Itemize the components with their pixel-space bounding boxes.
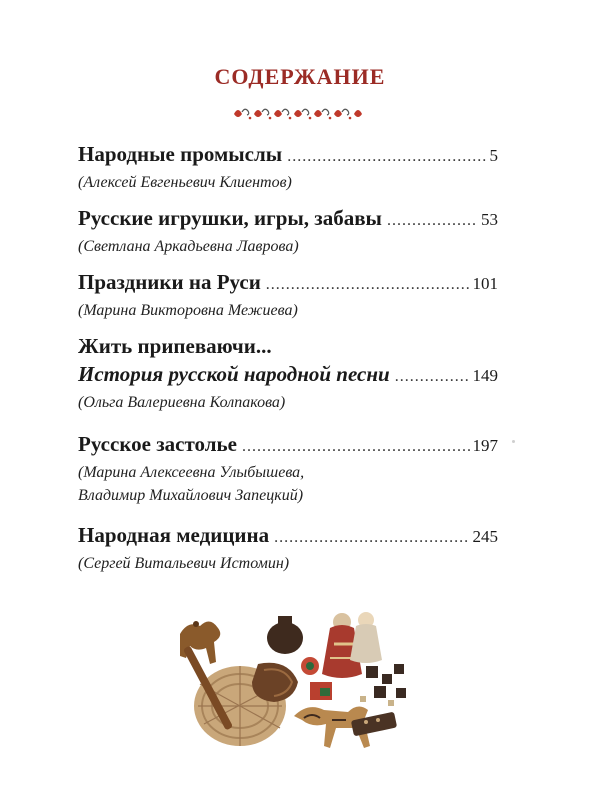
leader-dots: [287, 143, 486, 171]
toc-entry[interactable]: [78, 204, 498, 258]
page-number[interactable]: 53: [481, 210, 498, 229]
entry-title[interactable]: Народная медицина: [78, 523, 270, 547]
entry-author: (Сергей Витальевич Истомин): [78, 555, 290, 572]
entry-title-line1[interactable]: Жить припеваючи...: [78, 334, 272, 358]
entry-author: (Марина Алексеевна Улыбышева,: [78, 464, 305, 481]
entry-title[interactable]: Русские игрушки, игры, забавы: [78, 206, 382, 230]
entry-author: (Светлана Аркадьевна Лаврова): [78, 238, 299, 255]
page-number[interactable]: 5: [489, 146, 498, 165]
entry-author: Владимир Михайлович Запецкий): [78, 487, 304, 504]
toc-entry[interactable]: [78, 430, 498, 507]
page-number[interactable]: 245: [472, 527, 498, 546]
toc-entry[interactable]: [78, 268, 498, 322]
page-number[interactable]: 101: [472, 274, 498, 293]
entry-title[interactable]: Праздники на Руси: [78, 270, 261, 294]
entry-title-line2[interactable]: История русской народной песни: [78, 362, 390, 386]
leader-dots: [266, 271, 470, 299]
entry-author: (Ольга Валериевна Колпакова): [78, 394, 286, 411]
entry-author: (Марина Викторовна Межиева): [78, 302, 298, 319]
entry-title[interactable]: Народные промыслы: [78, 142, 283, 166]
leader-dots: [395, 363, 470, 391]
folk-crafts-collage-icon: [170, 604, 420, 764]
entry-author: (Алексей Евгеньевич Клиентов): [78, 174, 292, 191]
page-number[interactable]: 197: [472, 436, 498, 455]
folk-ornament-divider-icon: [230, 104, 370, 122]
page-number[interactable]: 149: [472, 366, 498, 385]
speck: [512, 440, 515, 443]
toc-entry[interactable]: [78, 332, 498, 414]
toc-entry[interactable]: [78, 140, 498, 194]
leader-dots: [387, 207, 478, 235]
leader-dots: [274, 524, 469, 552]
leader-dots: [242, 433, 470, 461]
toc-entry[interactable]: [78, 521, 498, 575]
page-title: СОДЕРЖАНИЕ: [214, 64, 386, 89]
entry-title[interactable]: Русское застолье: [78, 432, 237, 456]
